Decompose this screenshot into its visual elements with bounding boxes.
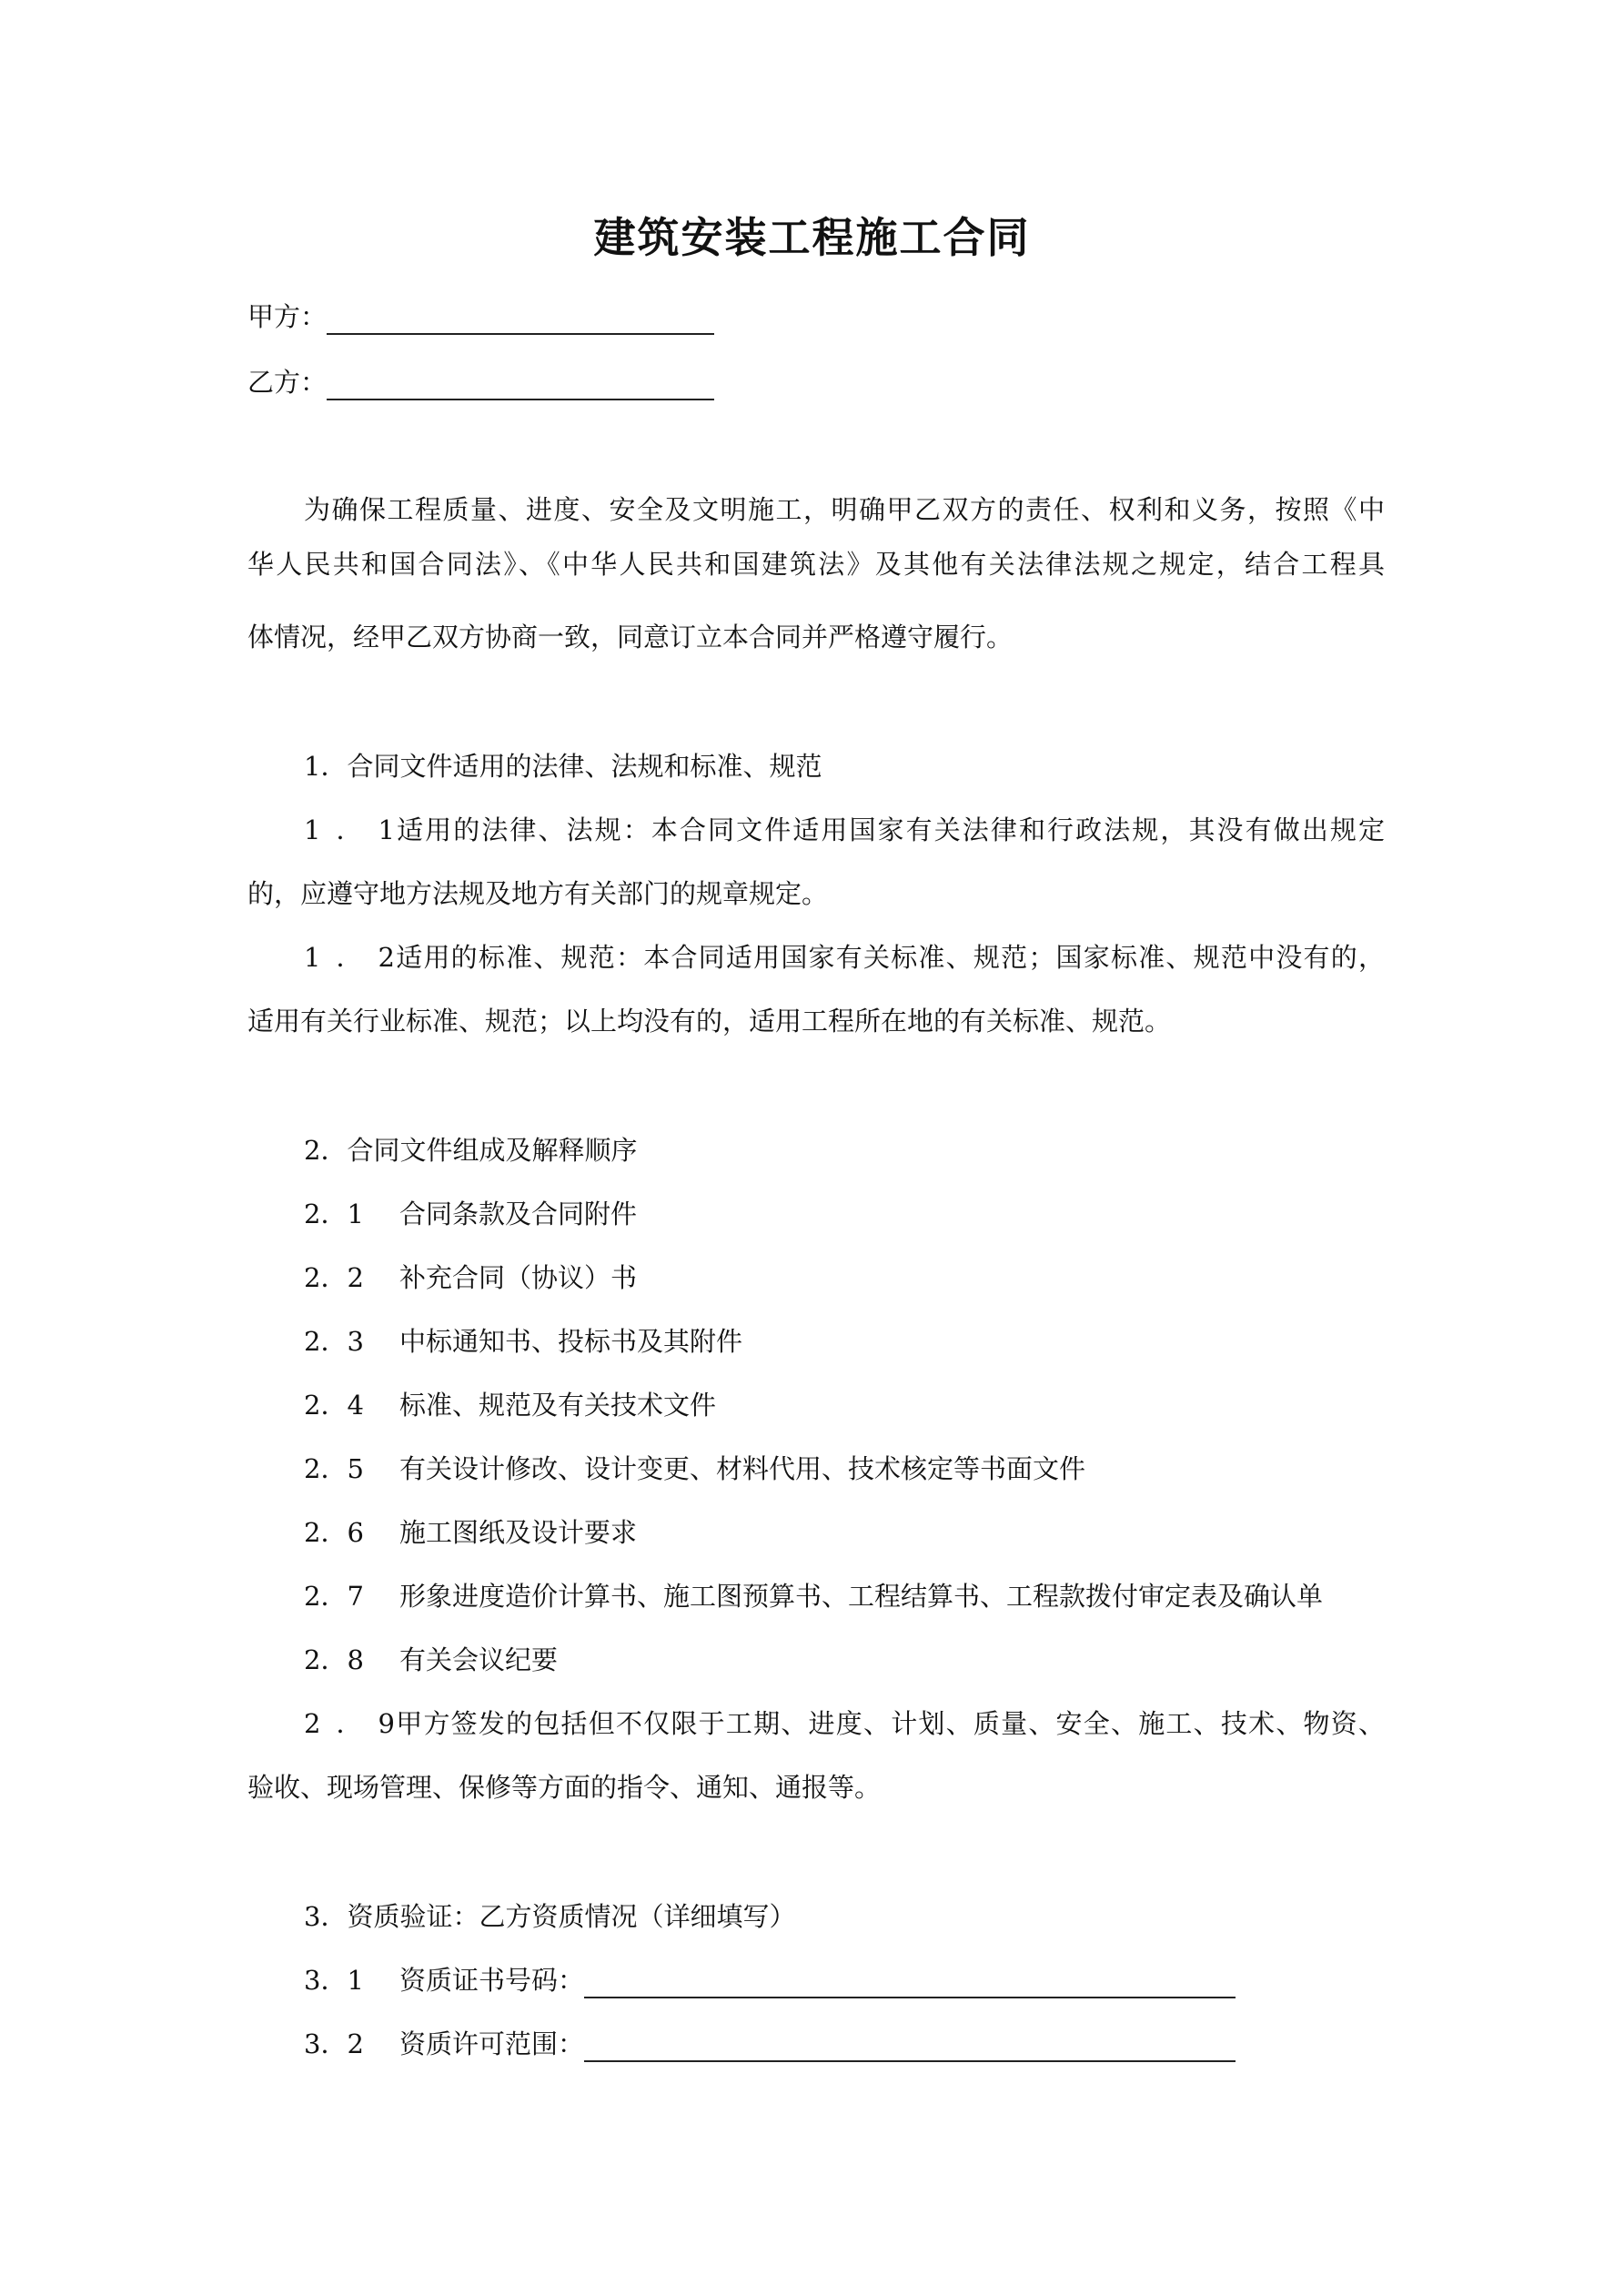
section-2-item-text: 标准、规范及有关技术文件 (399, 1390, 717, 1421)
party-b-row (247, 364, 714, 400)
section-2-heading: 2．合同文件组成及解释顺序 (304, 1135, 638, 1166)
section-2-item (304, 1196, 637, 1232)
section-1-2-text: 适用的标准、规范：本合同适用国家有关标准、规范；国家标准、规范中没有的， (395, 942, 1385, 973)
section-3-2-label: 资质许可范围： (399, 2028, 585, 2059)
section-2-item-text: 施工图纸及设计要求 (399, 1517, 638, 1548)
section-2-item-text: 形象进度造价计算书、施工图预算书、工程结算书、工程款拨付审定表及确认单 (399, 1581, 1324, 1612)
intro-line-2: 华人民共和国合同法》、《中华人民共和国建筑法》及其他有关法律法规之规定，结合工程具 (247, 549, 1385, 580)
section-2-item (304, 1514, 637, 1551)
section-2-item-text: 合同条款及合同附件 (399, 1199, 638, 1229)
section-3-2-row (304, 2026, 1236, 2062)
section-2-item (304, 1578, 1323, 1614)
qualification-cert-number-blank[interactable] (584, 1967, 1236, 1998)
section-2-item-text: 中标通知书、投标书及其附件 (399, 1326, 743, 1357)
section-2-item-number: 2．2 (304, 1262, 364, 1293)
section-2-9-line-2: 验收、现场管理、保修等方面的指令、通知、通报等。 (247, 1772, 882, 1803)
party-a-blank[interactable] (327, 304, 714, 335)
section-2-item-text: 有关会议纪要 (399, 1644, 559, 1675)
qualification-scope-blank[interactable] (584, 2031, 1236, 2062)
section-2-9-text: 甲方签发的包括但不仅限于工期、进度、计划、质量、安全、施工、技术、物资、 (395, 1708, 1385, 1739)
section-2-item-number: 2．8 (304, 1644, 364, 1675)
party-a-row (247, 298, 714, 335)
section-2-item-text: 补充合同（协议）书 (399, 1262, 638, 1293)
section-3-2-number: 3．2 (304, 2028, 364, 2059)
section-1-1-line-1 (304, 812, 1385, 848)
intro-line-3: 体情况，经甲乙双方协商一致，同意订立本合同并严格遵守履行。 (247, 622, 1014, 652)
section-3-1-row (304, 1962, 1236, 1998)
section-2-item-number: 2．4 (304, 1390, 364, 1421)
section-1-2-line-1 (304, 939, 1385, 976)
section-2-item-number: 2．6 (304, 1517, 364, 1548)
section-1-1-line-2: 的，应遵守地方法规及地方有关部门的规章规定。 (247, 878, 829, 909)
section-2-9-line-1 (304, 1705, 1385, 1742)
section-2-9-number: 2．9 (304, 1708, 395, 1739)
section-2-item-number: 2．1 (304, 1199, 364, 1229)
section-3-1-label: 资质证书号码： (399, 1965, 585, 1996)
section-3-1-number: 3．1 (304, 1965, 364, 1996)
section-2-item-number: 2．5 (304, 1453, 364, 1484)
section-1-2-number: 1．2 (304, 942, 395, 973)
section-3-heading: 3．资质验证：乙方资质情况（详细填写） (304, 1901, 796, 1932)
section-2-item-text: 有关设计修改、设计变更、材料代用、技术核定等书面文件 (399, 1453, 1086, 1484)
section-2-item (304, 1259, 637, 1296)
section-2-item-number: 2．7 (304, 1581, 364, 1612)
section-2-item (304, 1323, 742, 1360)
document-title: 建筑安装工程施工合同 (593, 213, 1031, 262)
section-2-item (304, 1451, 1085, 1487)
section-2-item (304, 1387, 716, 1423)
section-1-heading: 1．合同文件适用的法律、法规和标准、规范 (304, 751, 822, 782)
section-1-1-text: 适用的法律、法规：本合同文件适用国家有关法律和行政法规，其没有做出规定 (395, 814, 1385, 845)
party-a-label: 甲方： (247, 301, 328, 332)
party-b-blank[interactable] (327, 369, 714, 400)
party-b-label: 乙方： (247, 367, 328, 398)
section-1-1-number: 1．1 (304, 814, 395, 845)
section-1-2-line-2: 适用有关行业标准、规范；以上均没有的，适用工程所在地的有关标准、规范。 (247, 1006, 1172, 1037)
section-2-item (304, 1642, 558, 1678)
intro-line-1: 为确保工程质量、进度、安全及文明施工，明确甲乙双方的责任、权利和义务，按照《中 (304, 494, 1385, 525)
section-2-item-number: 2．3 (304, 1326, 364, 1357)
